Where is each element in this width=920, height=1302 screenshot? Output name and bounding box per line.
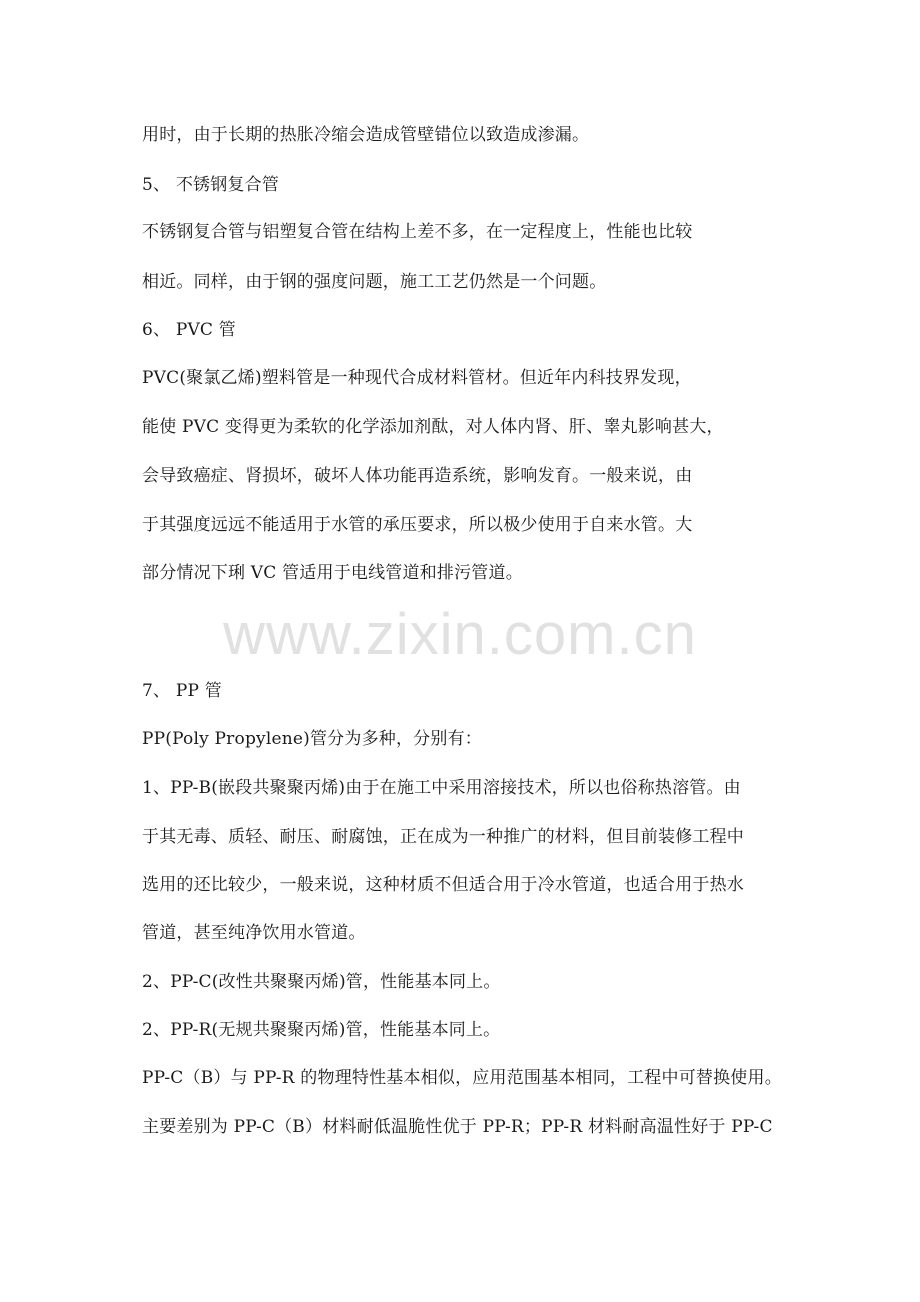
section-heading-6: 6、 PVC 管 — [142, 320, 236, 340]
section-heading-7: 7、 PP 管 — [142, 681, 222, 701]
paragraph-line: 1、PP-B(嵌段共聚聚丙烯)由于在施工中采用溶接技术，所以也俗称热溶管。由 — [142, 778, 741, 798]
paragraph-line: 管道，甚至纯净饮用水管道。 — [142, 923, 366, 943]
section-heading-5: 5、 不锈钢复合管 — [142, 175, 280, 195]
watermark: www.zixin.com.cn — [223, 602, 697, 667]
paragraph-line: 主要差别为 PP-C（B）材料耐低温脆性优于 PP-R；PP-R 材料耐高温性好于 PP-C — [142, 1117, 773, 1137]
paragraph-line: 2、PP-R(无规共聚聚丙烯)管，性能基本同上。 — [142, 1020, 501, 1040]
paragraph-line: 能使 PVC 变得更为柔软的化学添加剂酞，对人体内肾、肝、睾丸影响甚大， — [142, 417, 724, 437]
paragraph-line: 会导致癌症、肾损坏，破坏人体功能再造系统，影响发育。一般来说，由 — [142, 466, 693, 486]
paragraph-line: 相近。同样，由于钢的强度问题，施工工艺仍然是一个问题。 — [142, 272, 607, 292]
paragraph-line: PVC(聚氯乙烯)塑料管是一种现代合成材料管材。但近年内科技界发现， — [142, 368, 692, 388]
paragraph-line: 于其无毒、质轻、耐压、耐腐蚀，正在成为一种推广的材料，但目前装修工程中 — [142, 827, 744, 847]
paragraph-line: 2、PP-C(改性共聚聚丙烯)管，性能基本同上。 — [142, 972, 501, 992]
paragraph-line: 于其强度远远不能适用于水管的承压要求，所以极少使用于自来水管。大 — [142, 515, 693, 535]
paragraph-line: 部分情况下琍 VC 管适用于电线管道和排污管道。 — [142, 563, 523, 583]
paragraph-line: 选用的还比较少，一般来说，这种材质不但适合用于冷水管道，也适合用于热水 — [142, 875, 744, 895]
paragraph-line: 用时，由于长期的热胀冷缩会造成管壁错位以致造成渗漏。 — [142, 125, 590, 145]
paragraph-line: PP-C（B）与 PP-R 的物理特性基本相似，应用范围基本相同，工程中可替换使用。 — [142, 1068, 782, 1088]
paragraph-line: 不锈钢复合管与铝塑复合管在结构上差不多，在一定程度上，性能也比较 — [142, 222, 693, 242]
paragraph-line: PP(Poly Propylene)管分为多种，分别有： — [142, 729, 482, 749]
